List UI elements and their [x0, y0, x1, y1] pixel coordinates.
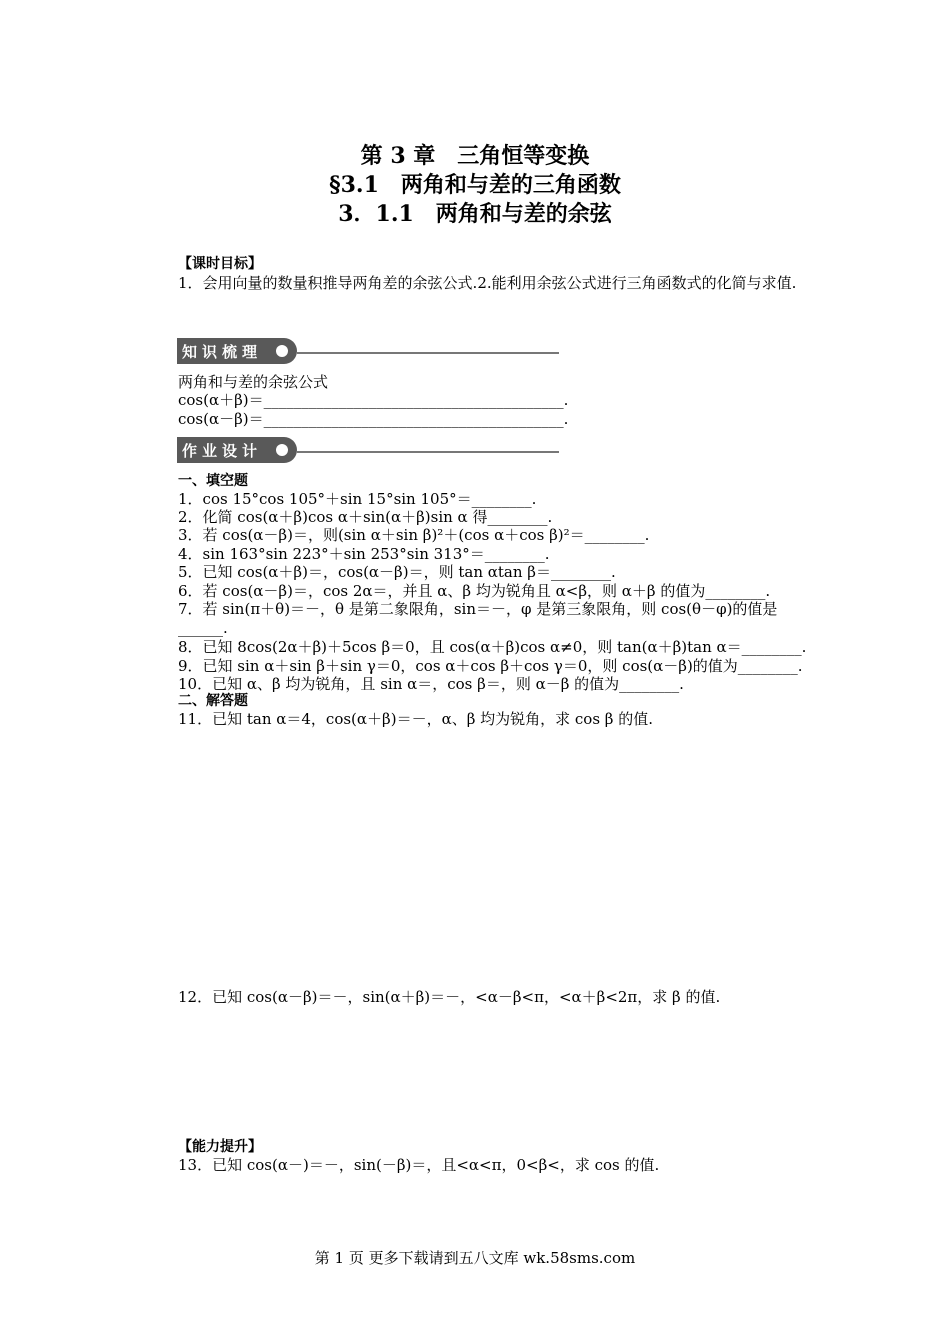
question-9: 9．已知 sin α＋sin β＋sin γ＝0，cos α＋cos β＋cos γ＝0，则 cos(α－β)的值为________. — [178, 657, 803, 675]
question-5: 5．已知 cos(α＋β)＝，cos(α－β)＝，则 tan αtan β＝________. — [178, 563, 616, 581]
banner-tag — [177, 437, 297, 463]
question-7: 7．若 sin(π＋θ)＝－，θ 是第二象限角，sin＝－，φ 是第三象限角，则 cos(θ－φ)的值是______. — [178, 600, 778, 637]
subsection-title: 3．1.1 两角和与差的余弦 — [338, 201, 612, 227]
section-title: §3.1 两角和与差的三角函数 — [329, 172, 621, 198]
divider — [297, 352, 559, 354]
question-12: 12．已知 cos(α－β)＝－，sin(α＋β)＝－，<α－β<π，<α＋β<2π，求 β 的值. — [178, 988, 721, 1006]
circle-icon — [276, 345, 288, 357]
banner-label: 作业设计 — [182, 442, 263, 460]
question-6: 6．若 cos(α－β)＝，cos 2α＝，并且 α、β 均为锐角且 α<β，则 α＋β 的值为________. — [178, 582, 771, 600]
question-13: 13．已知 cos(α－)＝－，sin(－β)＝，且<α<π，0<β<，求 cos 的值. — [178, 1156, 660, 1174]
homework-banner — [177, 437, 559, 463]
knowledge-heading: 两角和与差的余弦公式 — [178, 373, 329, 391]
page-footer: 第 1 页 更多下载请到五八文库 wk.58sms.com — [314, 1249, 636, 1267]
circle-icon — [276, 444, 288, 456]
fill-heading: 一、填空题 — [178, 473, 248, 489]
banner-tag — [177, 338, 297, 364]
question-1: 1．cos 15°cos 105°＋sin 15°sin 105°＝________. — [178, 490, 537, 508]
knowledge-banner — [177, 338, 559, 364]
ability-label: 【能力提升】 — [178, 1139, 262, 1155]
question-8: 8．已知 8cos(2α＋β)＋5cos β＝0，且 cos(α＋β)cos α≠0，则 tan(α＋β)tan α＝________. — [178, 638, 807, 656]
question-10: 10．已知 α、β 均为锐角，且 sin α＝，cos β＝，则 α－β 的值为________. — [178, 675, 684, 693]
chapter-title: 第 3 章 三角恒等变换 — [360, 143, 590, 169]
banner-label: 知识梳理 — [182, 343, 263, 361]
question-11: 11．已知 tan α＝4，cos(α＋β)＝－，α、β 均为锐角，求 cos β 的值. — [178, 710, 654, 728]
question-3: 3．若 cos(α－β)＝，则(sin α＋sin β)²＋(cos α＋cos β)²＝________. — [178, 526, 650, 544]
divider — [297, 451, 559, 453]
objective-text: 1．会用向量的数量积推导两角差的余弦公式.2.能利用余弦公式进行三角函数式的化简与求值. — [178, 274, 797, 292]
question-4: 4．sin 163°sin 223°＋sin 253°sin 313°＝________. — [178, 545, 550, 563]
formula-cos-sum: cos(α＋β)＝________________________________________. — [178, 391, 569, 409]
formula-cos-diff: cos(α－β)＝________________________________________. — [178, 410, 569, 428]
answer-heading: 二、解答题 — [178, 693, 248, 709]
objective-label: 【课时目标】 — [178, 256, 262, 272]
question-2: 2．化简 cos(α＋β)cos α＋sin(α＋β)sin α 得________. — [178, 508, 553, 526]
